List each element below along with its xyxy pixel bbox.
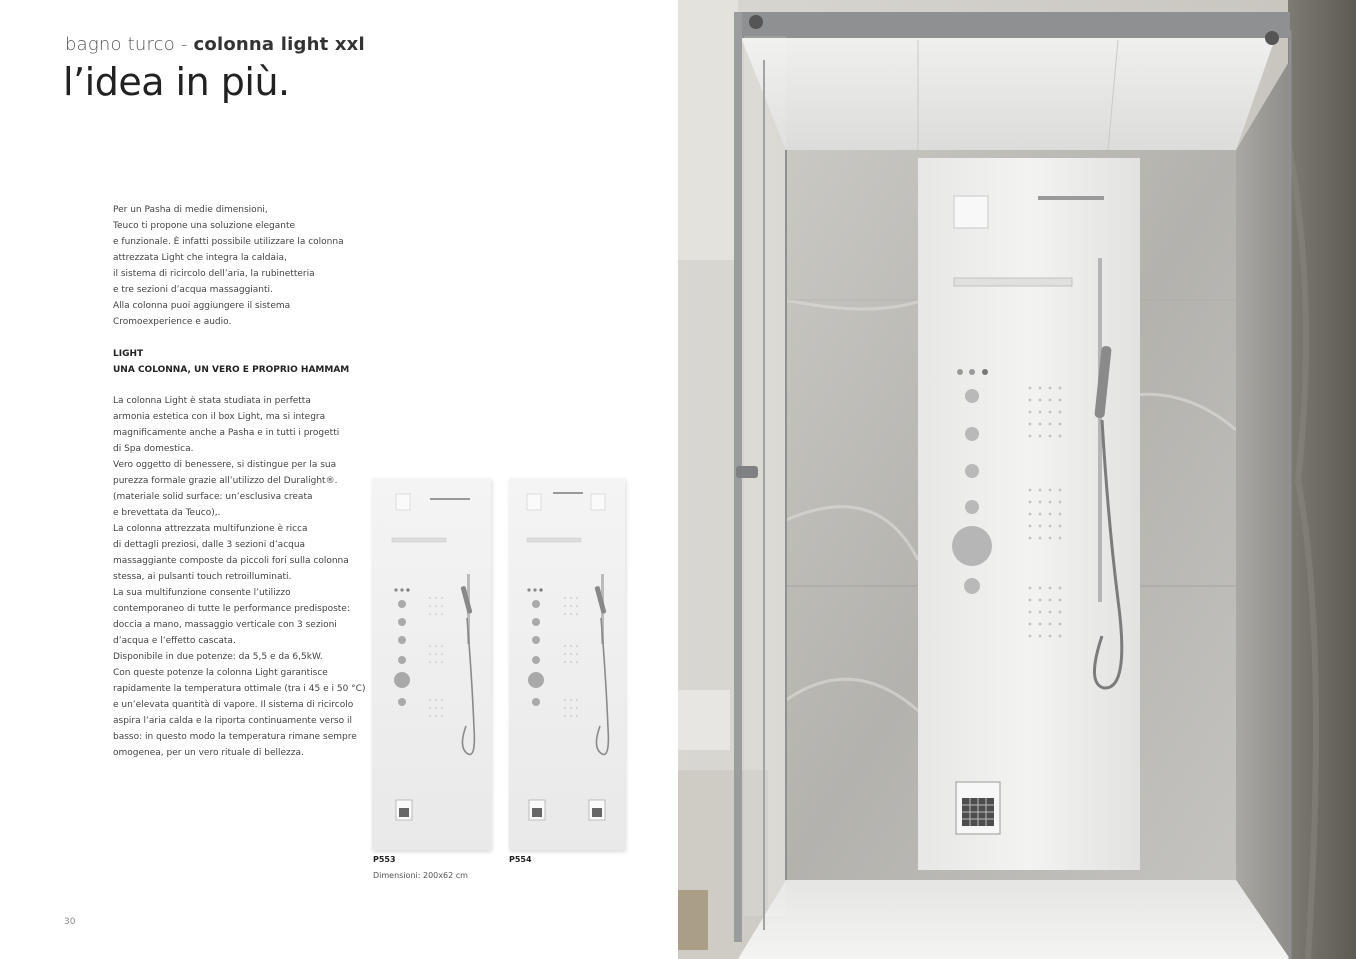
description-line: basso: in questo modo la temperatura rimane sempre <box>113 732 357 742</box>
page-title: l’idea in più. <box>63 60 290 104</box>
product-code-p553: P553 <box>373 855 396 864</box>
intro-line: e funzionale. È infatti possibile utilizzare la colonna <box>113 237 344 247</box>
description-line: magnificamente anche a Pasha e in tutti i progetti <box>113 428 340 438</box>
description-paragraph <box>113 393 366 761</box>
intro-line: il sistema di ricircolo dell’aria, la rubinetteria <box>113 269 315 279</box>
description-line: (materiale solid surface: un’esclusiva creata <box>113 492 313 502</box>
page-number: 30 <box>64 917 76 927</box>
description-line: massaggiante composte da piccoli fori sulla colonna <box>113 556 349 566</box>
description-line: La colonna attrezzata multifunzione è ricca <box>113 524 308 534</box>
shower-cabin-photo <box>678 0 1356 959</box>
section-heading <box>113 346 349 378</box>
intro-line: Cromoexperience e audio. <box>113 317 232 327</box>
description-line: Disponibile in due potenze: da 5,5 e da 6,5kW. <box>113 652 323 662</box>
intro-line: Per un Pasha di medie dimensioni, <box>113 205 268 215</box>
intro-paragraph <box>113 202 353 330</box>
description-line: La sua multifunzione consente l’utilizzo <box>113 588 291 598</box>
description-line: omogenea, per un vero rituale di bellezza. <box>113 748 304 758</box>
description-line: doccia a mano, massaggio verticale con 3 sezioni <box>113 620 337 630</box>
description-line: e brevettata da Teuco),. <box>113 508 221 518</box>
description-line: aspira l’aria calda e la riporta continuamente verso il <box>113 716 352 726</box>
product-code-p554: P554 <box>509 855 532 864</box>
description-line: contemporaneo di tutte le performance predisposte: <box>113 604 350 614</box>
subtitle-category: bagno turco - <box>65 34 188 55</box>
description-line: Con queste potenze la colonna Light garantisce <box>113 668 328 678</box>
section-heading-line2: UNA COLONNA, UN VERO E PROPRIO HAMMAM <box>113 365 350 375</box>
description-line: d’acqua e l’effetto cascata. <box>113 636 236 646</box>
page-subtitle <box>65 34 365 55</box>
product-image-p554 <box>509 478 625 850</box>
description-line: rapidamente la temperatura ottimale (tra i 45 e i 50 °C) <box>113 684 366 694</box>
section-heading-line1: LIGHT <box>113 349 144 359</box>
intro-line: attrezzata Light che integra la caldaia, <box>113 253 287 263</box>
intro-line: Teuco ti propone una soluzione elegante <box>113 221 296 231</box>
subtitle-product: colonna light xxl <box>193 34 365 55</box>
description-line: stessa, ai pulsanti touch retroilluminati. <box>113 572 292 582</box>
product-dimensions: Dimensioni: 200x62 cm <box>373 871 468 880</box>
description-line: Vero oggetto di benessere, si distingue per la sua <box>113 460 337 470</box>
description-line: di dettagli preziosi, dalle 3 sezioni d’acqua <box>113 540 306 550</box>
description-line: La colonna Light è stata studiata in perfetta <box>113 396 311 406</box>
description-line: armonia estetica con il box Light, ma si integra <box>113 412 326 422</box>
description-line: e un’elevata quantità di vapore. Il sistema di ricircolo <box>113 700 354 710</box>
intro-line: e tre sezioni d’acqua massaggianti. <box>113 285 273 295</box>
description-line: purezza formale grazie all’utilizzo del Duralight®. <box>113 476 338 486</box>
product-image-p553 <box>372 478 491 850</box>
intro-line: Alla colonna puoi aggiungere il sistema <box>113 301 291 311</box>
description-line: di Spa domestica. <box>113 444 194 454</box>
